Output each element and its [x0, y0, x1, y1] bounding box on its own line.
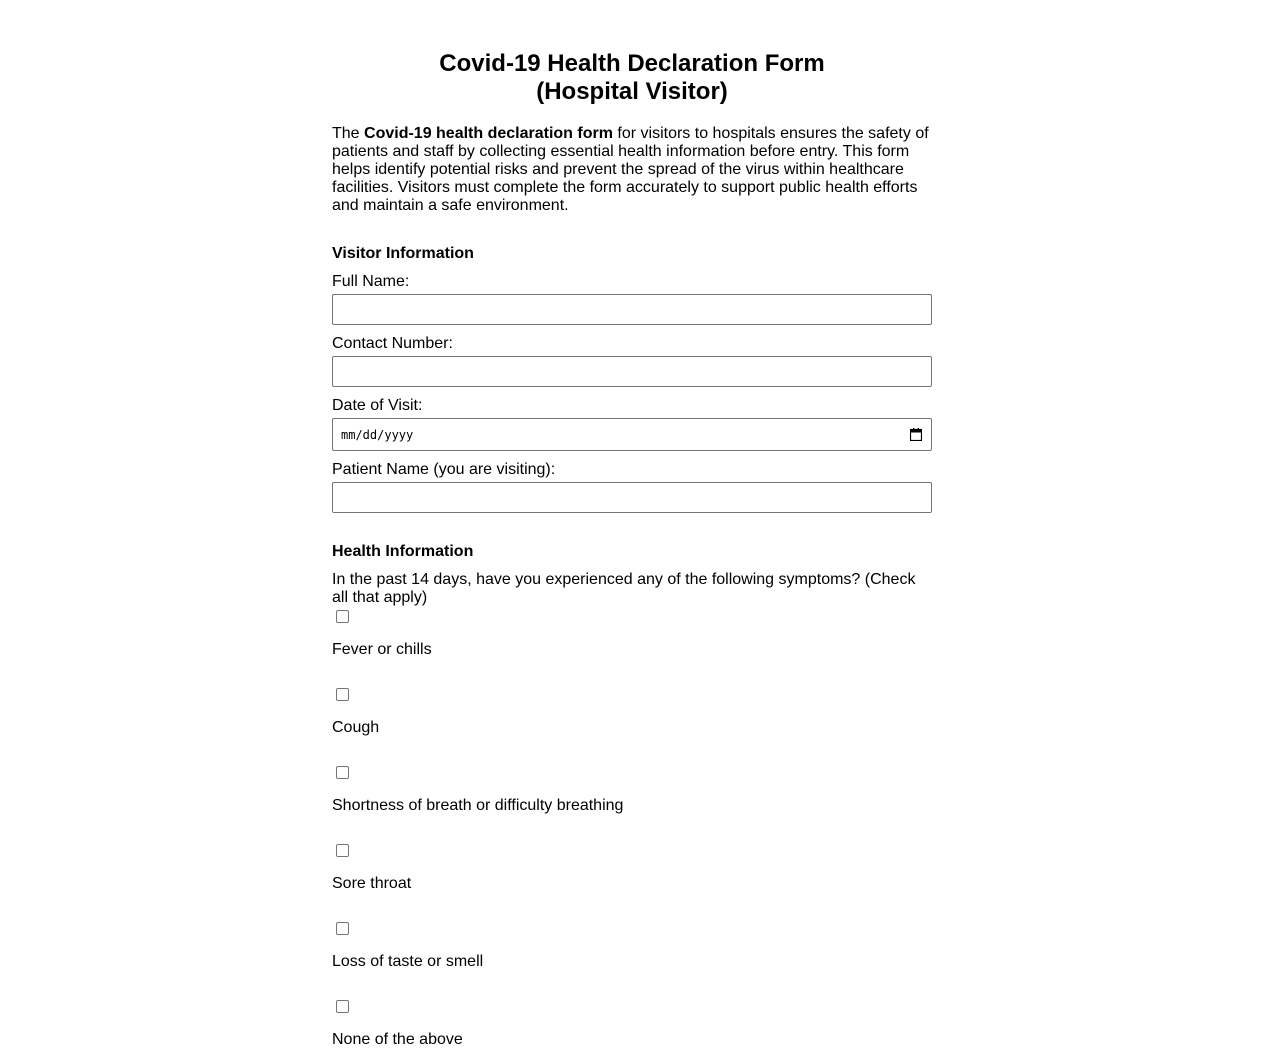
loss-of-taste-checkbox[interactable] — [336, 922, 349, 935]
fever-checkbox[interactable] — [336, 610, 349, 623]
health-declaration-form — [332, 0, 932, 1049]
intro-suffix: for visitors to hospitals ensures the safety of patients and staff by collecting essential health information before entry. This form helps identify potential risks and prevent the spread of the virus within healthcare facilities. Visitors must complete the form accurately to support public health efforts and maintain a safe environment. — [332, 125, 929, 214]
symptom-option-shortness-of-breath — [332, 766, 932, 815]
date-placeholder: mm/dd/yyyy — [341, 428, 414, 442]
visitor-information-heading: Visitor Information — [332, 245, 474, 262]
shortness-of-breath-checkbox[interactable] — [336, 766, 349, 779]
cough-label: Cough — [332, 719, 380, 736]
cough-checkbox[interactable] — [336, 688, 349, 701]
intro-prefix: The — [332, 125, 365, 142]
fever-label: Fever or chills — [332, 641, 432, 658]
symptom-option-fever — [332, 610, 932, 659]
contact-number-input[interactable] — [332, 356, 932, 387]
symptom-option-sore-throat — [332, 844, 932, 893]
shortness-of-breath-label: Shortness of breath or difficulty breathing — [332, 797, 624, 814]
page-title — [332, 50, 932, 106]
sore-throat-label: Sore throat — [332, 875, 412, 892]
date-of-visit-input[interactable] — [332, 418, 932, 451]
symptoms-question: In the past 14 days, have you experienced any of the following symptoms? (Check all that apply) — [332, 571, 916, 606]
patient-name-label: Patient Name (you are visiting): — [332, 461, 556, 478]
sore-throat-checkbox[interactable] — [336, 844, 349, 857]
contact-number-label: Contact Number: — [332, 335, 453, 352]
full-name-input[interactable] — [332, 294, 932, 325]
loss-of-taste-label: Loss of taste or smell — [332, 953, 484, 970]
page-title-line2: (Hospital Visitor) — [536, 78, 728, 105]
intro-paragraph — [332, 125, 932, 215]
intro-bold: Covid-19 health declaration form — [364, 125, 613, 142]
symptom-option-cough — [332, 688, 932, 737]
date-of-visit-label: Date of Visit: — [332, 397, 423, 414]
page-title-line1: Covid-19 Health Declaration Form — [439, 50, 825, 77]
calendar-icon[interactable] — [910, 428, 922, 441]
none-checkbox[interactable] — [336, 1000, 349, 1013]
symptom-option-none — [332, 1000, 932, 1049]
symptom-option-loss-of-taste — [332, 922, 932, 971]
patient-name-input[interactable] — [332, 482, 932, 513]
full-name-label: Full Name: — [332, 273, 410, 290]
health-information-heading: Health Information — [332, 543, 474, 560]
none-label: None of the above — [332, 1031, 463, 1048]
